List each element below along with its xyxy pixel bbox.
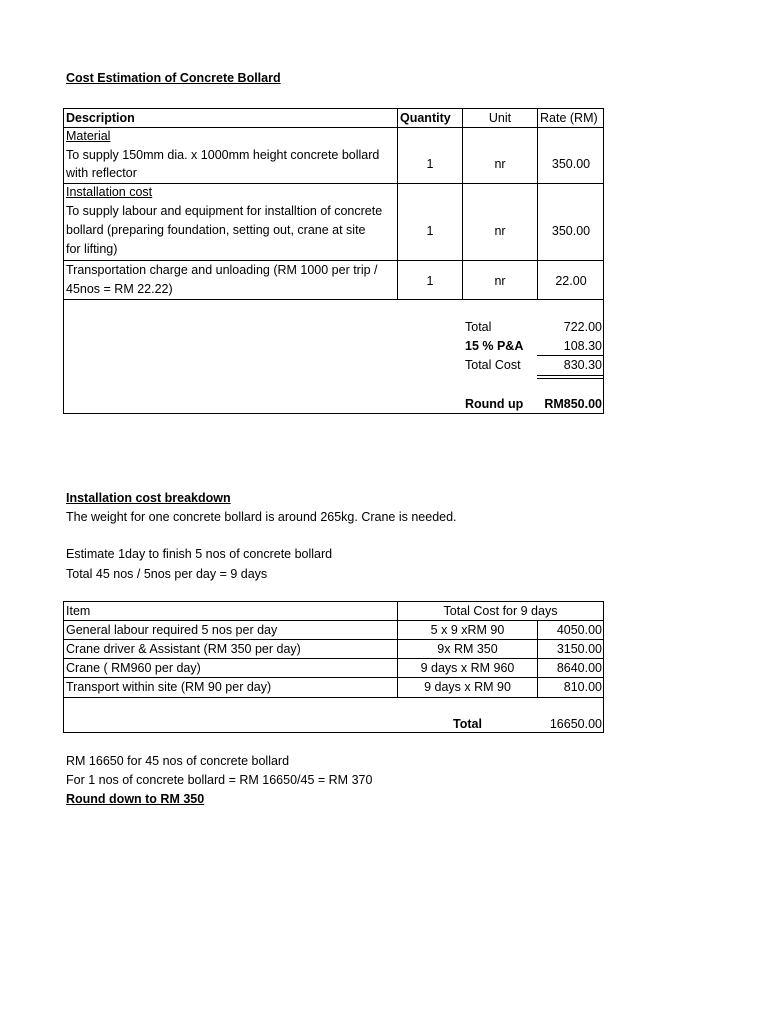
row-transport-line: 45nos = RM 22.22) — [66, 282, 173, 296]
row-transport-quantity: 1 — [426, 274, 434, 288]
cost-estimation-table — [63, 108, 604, 414]
row-divider — [64, 697, 603, 698]
table-row-amount: 3150.00 — [556, 642, 602, 656]
breakdown-total-value: 16650.00 — [549, 717, 602, 731]
summary-round-up-label: Round up — [465, 397, 524, 411]
summary-pa-value: 108.30 — [563, 339, 602, 353]
row-material-quantity: 1 — [426, 157, 434, 171]
conclusion-line-3: Round down to RM 350 — [66, 792, 205, 806]
header-description: Description — [66, 111, 135, 125]
row-transport-unit: nr — [494, 274, 506, 288]
row-material-heading: Material — [66, 129, 111, 143]
header-rate: Rate (RM) — [540, 111, 598, 125]
double-rule-bottom — [537, 378, 604, 379]
header-quantity: Quantity — [400, 111, 451, 125]
breakdown-heading: Installation cost breakdown — [66, 491, 231, 505]
row-installation-line: bollard (preparing foundation, setting out, crane at site — [66, 223, 366, 237]
conclusion-line-1: RM 16650 for 45 nos of concrete bollard — [66, 754, 290, 768]
row-material-unit: nr — [494, 157, 506, 171]
row-installation-line: for lifting) — [66, 242, 118, 256]
table-row-item: Transport within site (RM 90 per day) — [66, 680, 272, 694]
table-row-calc: 9 days x RM 960 — [420, 661, 515, 675]
summary-pa-label: 15 % P&A — [465, 339, 524, 353]
header-total-cost: Total Cost for 9 days — [443, 604, 558, 618]
conclusion-line-2: For 1 nos of concrete bollard = RM 16650/45 = RM 370 — [66, 773, 373, 787]
row-installation-line: To supply labour and equipment for installtion of concrete — [66, 204, 383, 218]
table-row-calc: 5 x 9 xRM 90 — [430, 623, 505, 637]
double-rule-top — [537, 375, 604, 376]
header-unit: Unit — [488, 111, 512, 125]
breakdown-days-line: Total 45 nos / 5nos per day = 9 days — [66, 567, 268, 581]
installation-breakdown-table — [63, 601, 604, 733]
table-row-calc: 9x RM 350 — [437, 642, 498, 656]
table-row-amount: 8640.00 — [556, 661, 602, 675]
table-row-item: Crane driver & Assistant (RM 350 per day) — [66, 642, 301, 656]
row-material-rate: 350.00 — [551, 157, 591, 171]
row-material-line: To supply 150mm dia. x 1000mm height concrete bollard — [66, 148, 380, 162]
breakdown-estimate-line: Estimate 1day to finish 5 nos of concrete bollard — [66, 547, 333, 561]
table-row-amount: 810.00 — [563, 680, 602, 694]
summary-total-cost-label: Total Cost — [465, 358, 521, 372]
row-transport-rate: 22.00 — [555, 274, 587, 288]
row-material-line: with reflector — [66, 166, 137, 180]
row-installation-quantity: 1 — [426, 224, 434, 238]
row-installation-unit: nr — [494, 224, 506, 238]
breakdown-total-label: Total — [453, 717, 482, 731]
page-title: Cost Estimation of Concrete Bollard — [66, 71, 281, 85]
breakdown-intro: The weight for one concrete bollard is around 265kg. Crane is needed. — [66, 510, 457, 524]
summary-total-value: 722.00 — [563, 320, 602, 334]
table-row-amount: 4050.00 — [556, 623, 602, 637]
column-divider — [537, 109, 538, 299]
table-row-item: Crane ( RM960 per day) — [66, 661, 201, 675]
summary-round-up-value: RM850.00 — [544, 397, 602, 411]
row-transport-line: Transportation charge and unloading (RM 1000 per trip / — [66, 263, 378, 277]
summary-total-cost-value: 830.30 — [563, 358, 602, 372]
summary-total-label: Total — [465, 320, 492, 334]
column-divider — [462, 109, 463, 299]
row-installation-heading: Installation cost — [66, 185, 153, 199]
header-item: Item — [66, 604, 91, 618]
row-installation-rate: 350.00 — [551, 224, 591, 238]
column-divider — [397, 109, 398, 299]
row-divider — [64, 299, 603, 300]
table-row-calc: 9 days x RM 90 — [424, 680, 511, 694]
table-row-item: General labour required 5 nos per day — [66, 623, 278, 637]
